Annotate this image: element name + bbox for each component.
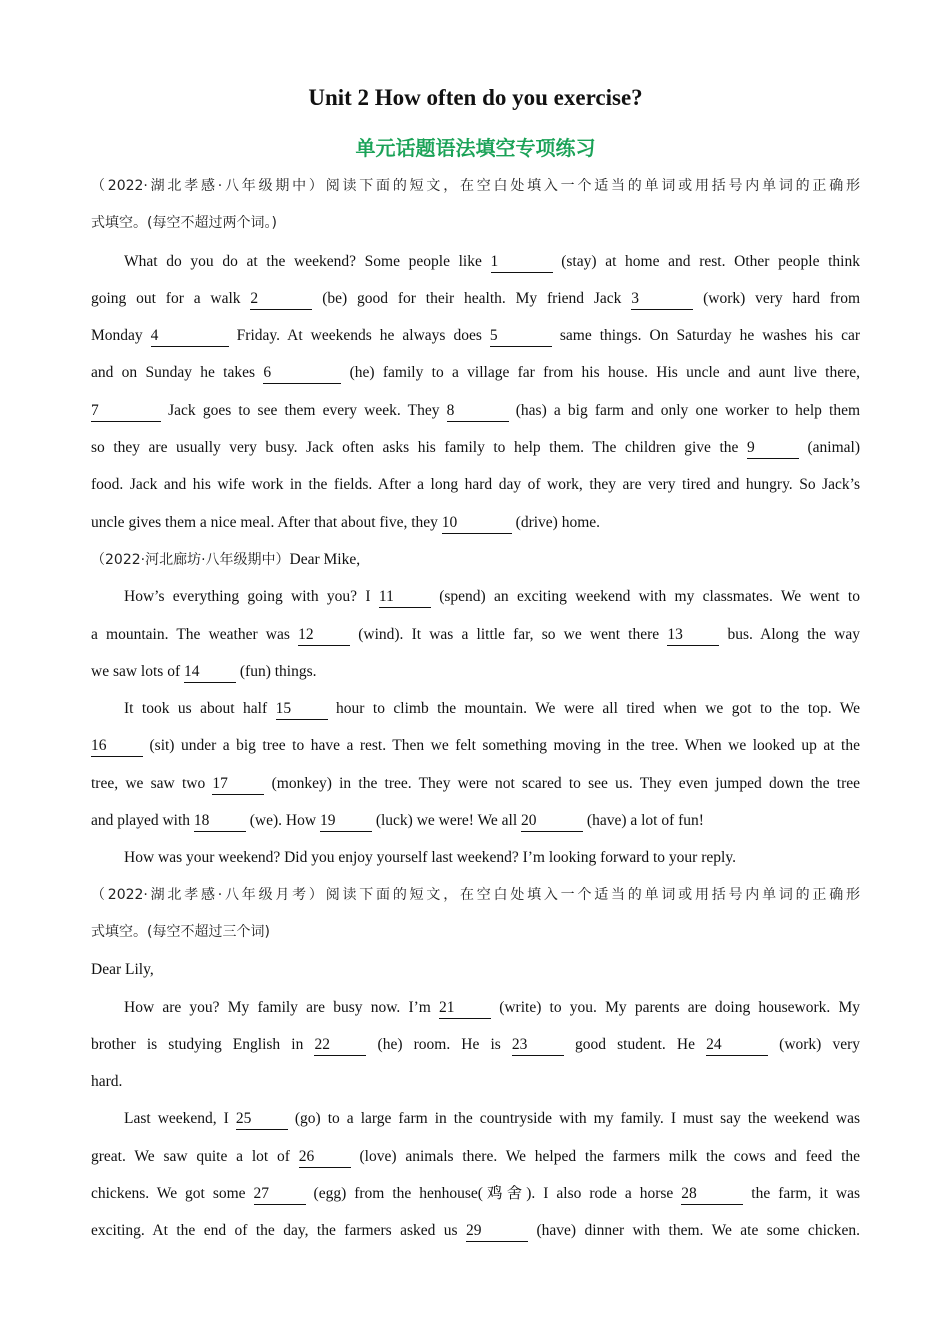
blank-3[interactable]: 3 — [631, 289, 693, 310]
passage-line: Last weekend, I 25 (go) to a large farm in the countryside with my family. I must say the weekend was — [91, 1100, 860, 1137]
blank-1[interactable]: 1 — [491, 252, 553, 273]
worksheet-page — [91, 78, 860, 1250]
blank-27[interactable]: 27 — [254, 1184, 306, 1205]
instruction-line: 式填空。(每空不超过三个词) — [91, 923, 270, 940]
blank-10[interactable]: 10 — [442, 513, 512, 534]
blank-7[interactable]: 7 — [91, 401, 161, 422]
blank-22[interactable]: 22 — [314, 1035, 366, 1056]
passage-line: Monday 4 Friday. At weekends he always does 5 same things. On Saturday he washes his car — [91, 317, 860, 354]
blank-17[interactable]: 17 — [212, 774, 264, 795]
passage-line: 7 Jack goes to see them every week. They 8 (has) a big farm and only one worker to help them — [91, 392, 860, 429]
blank-25[interactable]: 25 — [236, 1109, 288, 1130]
passage-line: we saw lots of 14 (fun) things. — [91, 653, 860, 690]
blank-13[interactable]: 13 — [667, 625, 719, 646]
blank-26[interactable]: 26 — [299, 1147, 351, 1168]
passage-header — [91, 541, 860, 578]
blank-12[interactable]: 12 — [298, 625, 350, 646]
greeting: Dear Lily, — [91, 961, 154, 979]
blank-23[interactable]: 23 — [512, 1035, 564, 1056]
passage-line: so they are usually very busy. Jack often asks his family to help them. The children give the 9 (animal) — [91, 429, 860, 466]
passage-line: exciting. At the end of the day, the farmers asked us 29 (have) dinner with them. We ate some chicken. — [91, 1212, 860, 1249]
passage-line: a mountain. The weather was 12 (wind). It was a little far, so we went there 13 bus. Along the way — [91, 616, 860, 653]
blank-20[interactable]: 20 — [521, 811, 583, 832]
passage-line: What do you do at the weekend? Some people like 1 (stay) at home and rest. Other people think — [91, 243, 860, 280]
blank-28[interactable]: 28 — [681, 1184, 743, 1205]
page-subtitle: 单元话题语法填空专项练习 — [355, 136, 596, 160]
passage-line: and played with 18 (we). How 19 (luck) we were! We all 20 (have) a lot of fun! — [91, 802, 860, 839]
blank-18[interactable]: 18 — [194, 811, 246, 832]
passage-line: tree, we saw two 17 (monkey) in the tree. They were not scared to see us. They even jumped down the tree — [91, 765, 860, 802]
blank-11[interactable]: 11 — [379, 587, 431, 608]
passage-line: uncle gives them a nice meal. After that about five, they 10 (drive) home. — [91, 504, 860, 541]
passage-line: food. Jack and his wife work in the fields. After a long hard day of work, they are very tired and hungry. So Jack’s — [91, 476, 860, 494]
blank-24[interactable]: 24 — [706, 1035, 768, 1056]
page-title: Unit 2 How often do you exercise? — [308, 85, 643, 110]
greeting: Dear Mike, — [289, 550, 361, 568]
passage-line: and on Sunday he takes 6 (he) family to a village far from his house. His uncle and aunt live there, — [91, 354, 860, 391]
source-label: （2022·河北廊坊·八年级期中） — [91, 551, 290, 568]
blank-6[interactable]: 6 — [263, 363, 341, 384]
instruction-line: 式填空。(每空不超过两个词。) — [91, 215, 277, 232]
blank-9[interactable]: 9 — [747, 438, 799, 459]
passage-line: How’s everything going with you? I 11 (spend) an exciting weekend with my classmates. We went to — [91, 578, 860, 615]
blank-21[interactable]: 21 — [439, 998, 491, 1019]
instruction-line: （2022·湖北孝感·八年级期中）阅读下面的短文，在空白处填入一个适当的单词或用括号内单词的正确形 — [91, 178, 860, 194]
blank-2[interactable]: 2 — [250, 289, 312, 310]
blank-19[interactable]: 19 — [320, 811, 372, 832]
passage-line: great. We saw quite a lot of 26 (love) animals there. We helped the farmers milk the cows and feed the — [91, 1138, 860, 1175]
passage-line: chickens. We got some 27 (egg) from the henhouse(鸡舍). I also rode a horse 28 the farm, it was — [91, 1175, 860, 1212]
blank-5[interactable]: 5 — [490, 326, 552, 347]
blank-14[interactable]: 14 — [184, 662, 236, 683]
passage-line: How are you? My family are busy now. I’m 21 (write) to you. My parents are doing housework. My — [91, 989, 860, 1026]
blank-29[interactable]: 29 — [466, 1221, 528, 1242]
passage-line: hard. — [91, 1073, 123, 1091]
blank-15[interactable]: 15 — [276, 699, 328, 720]
blank-4[interactable]: 4 — [151, 326, 229, 347]
passage-line: brother is studying English in 22 (he) room. He is 23 good student. He 24 (work) very — [91, 1026, 860, 1063]
blank-16[interactable]: 16 — [91, 736, 143, 757]
passage-line: going out for a walk 2 (be) good for their health. My friend Jack 3 (work) very hard from — [91, 280, 860, 317]
passage-line: 16 (sit) under a big tree to have a rest. Then we felt something moving in the tree. When we looked up at the — [91, 727, 860, 764]
passage-line: How was your weekend? Did you enjoy yourself last weekend? I’m looking forward to your reply. — [124, 849, 736, 867]
instruction-line: （2022·湖北孝感·八年级月考）阅读下面的短文，在空白处填入一个适当的单词或用括号内单词的正确形 — [91, 886, 860, 903]
passage-line: It took us about half 15 hour to climb the mountain. We were all tired when we got to the top. We — [91, 690, 860, 727]
blank-8[interactable]: 8 — [447, 401, 509, 422]
